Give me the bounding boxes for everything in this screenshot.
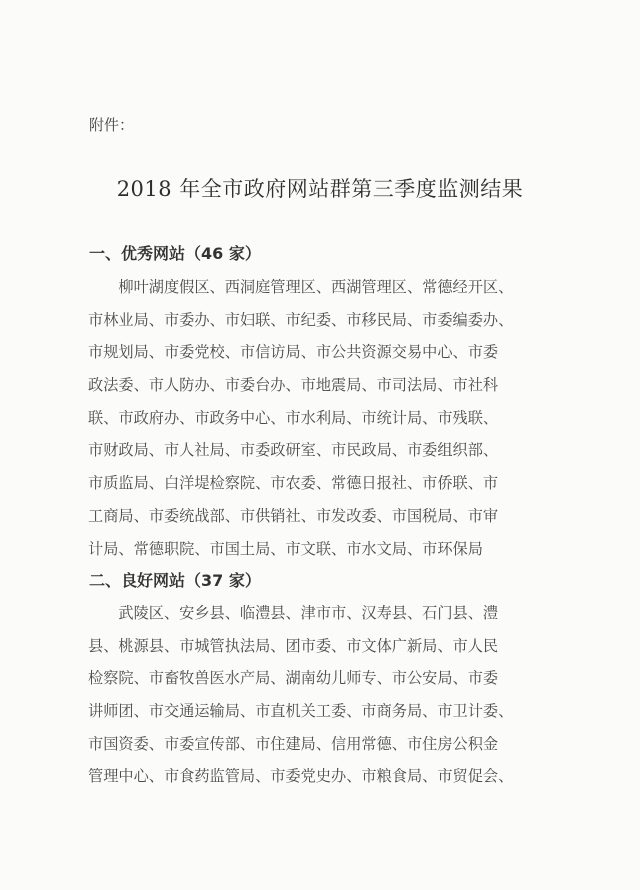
paragraph-line: 市规划局、市委党校、市信访局、市公共资源交易中心、市委 <box>88 343 499 362</box>
attachment-label: 附件： <box>89 116 135 134</box>
paragraph-line: 管理中心、市食药监管局、市委党史办、市粮食局、市贸促会、 <box>88 767 514 786</box>
paragraph-line: 联、市政府办、市政务中心、市水利局、市统计局、市残联、 <box>88 408 499 427</box>
excellent-websites-list <box>88 271 548 565</box>
paragraph-line: 政法委、市人防办、市委台办、市地震局、市司法局、市社科 <box>88 376 499 395</box>
paragraph-line: 工商局、市委统战部、市供销社、市发改委、市国税局、市审 <box>88 506 499 525</box>
paragraph-line: 柳叶湖度假区、西洞庭管理区、西湖管理区、常德经开区、 <box>88 278 514 296</box>
paragraph-line: 市质监局、白洋堤检察院、市农委、常德日报社、市侨联、市 <box>88 474 499 493</box>
document-title: 2018 年全市政府网站群第三季度监测结果 <box>116 177 524 201</box>
good-websites-list <box>88 597 548 793</box>
paragraph-line: 市财政局、市人社局、市委政研室、市民政局、市委组织部、 <box>88 441 499 460</box>
paragraph-line: 武陵区、安乡县、临澧县、津市市、汉寿县、石门县、澧 <box>88 604 499 622</box>
paragraph-line: 计局、常德职院、市国土局、市文联、市水文局、市环保局 <box>88 539 483 558</box>
paragraph-line: 市林业局、市委办、市妇联、市纪委、市移民局、市委编委办、 <box>88 310 514 329</box>
paragraph-line: 县、桃源县、市城管执法局、团市委、市文体广新局、市人民 <box>88 636 499 655</box>
paragraph-line: 市国资委、市委宣传部、市住建局、信用常德、市住房公积金 <box>88 734 499 753</box>
section-heading-good: 二、良好网站（37 家） <box>89 571 261 590</box>
paragraph-line: 讲师团、市交通运输局、市直机关工委、市商务局、市卫计委、 <box>88 702 514 721</box>
paragraph-line: 检察院、市畜牧兽医水产局、湖南幼儿师专、市公安局、市委 <box>88 669 499 688</box>
section-heading-excellent: 一、优秀网站（46 家） <box>89 244 261 263</box>
